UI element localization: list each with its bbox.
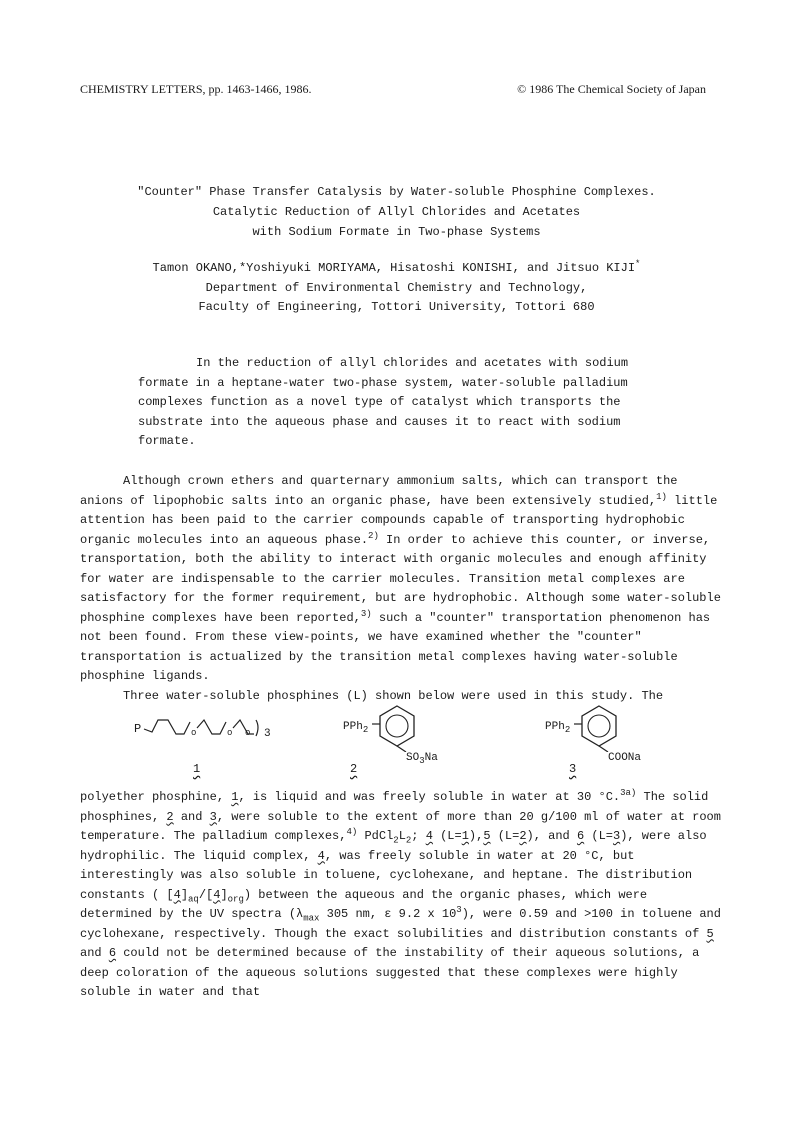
abstract xyxy=(138,354,678,452)
compound-ref: 4 xyxy=(173,887,181,902)
results-text xyxy=(80,788,723,1003)
structure-1-number: 1 xyxy=(193,762,201,776)
polyether-chain-drawing xyxy=(142,712,262,742)
compound-ref: 3 xyxy=(612,829,621,843)
compound-ref: 4 xyxy=(425,829,433,843)
author-block xyxy=(80,259,713,318)
compound-ref: 6 xyxy=(108,946,117,960)
structure-1-subscript: 3 xyxy=(264,728,271,740)
abstract-text: In the reduction of allyl chlorides and acetates with sodium formate in a heptane-water two-phase system, water-soluble palladium complexes function as a novel type of catalyst which transports the substrate into the aqueous phase and causes it to react with sodium formate. xyxy=(138,356,629,448)
title-line-2: Catalytic Reduction of Allyl Chlorides and Acetates xyxy=(212,205,581,219)
author-names: Tamon OKANO,*Yoshiyuki MORIYAMA, Hisatoshi KONISHI, and Jitsuo KIJI* xyxy=(152,259,641,275)
reference-marker: 1) xyxy=(656,491,667,502)
svg-text:o: o xyxy=(191,728,197,738)
copyright-notice: © 1986 The Chemical Society of Japan xyxy=(517,82,706,96)
title-line-1: "Counter" Phase Transfer Catalysis by Water-soluble Phosphine Complexes. xyxy=(137,185,656,199)
title-line-3: with Sodium Formate in Two-phase Systems xyxy=(252,225,541,239)
phosphine-structures xyxy=(80,700,720,780)
compound-ref: 1 xyxy=(461,829,469,843)
compound-ref: 3 xyxy=(209,809,217,824)
structure-3-pph2: PPh$_2$ xyxy=(545,721,571,736)
structure-3-number: 3 xyxy=(569,762,577,776)
journal-citation: CHEMISTRY LETTERS, pp. 1463-1466, 1986. xyxy=(80,82,312,96)
introduction xyxy=(80,472,723,706)
compound-ref: 4 xyxy=(317,848,325,863)
intro-paragraph-1: Although crown ethers and quarternary ammonium salts, which can transport the anions of lipophobic salts into an organic phase, have been extensively studied,$^{1)}$ little attention has been paid to the carrier compounds capable of transporting hydrophobic organic molecules into an aqueous phase.$^{2)}$ In order to achieve this counter, or inverse, transportation, both the ability to interact with organic molecules and enough affinity for water are indispensable to the carrier molecules. Transition metal complexes are satisfactory for the former requirement, but are hydrophobic. Although some water-soluble phosphine complexes have been reported,$^{3)}$ such a "counter" transportation phenomenon has not been found. From these view-points, we have examined whether the "counter" transportation is actualized by the transition metal complexes having water-soluble phosphine ligands. xyxy=(80,474,721,683)
reference-marker: 4) xyxy=(346,827,358,837)
compound-ref: 4 xyxy=(213,887,221,902)
running-header xyxy=(80,82,713,100)
compound-ref: 2 xyxy=(166,809,174,824)
svg-text:o: o xyxy=(245,728,251,738)
affiliation-line-1: Department of Environmental Chemistry and Technology, xyxy=(205,280,588,295)
compound-ref: 6 xyxy=(576,829,585,843)
compound-ref: 5 xyxy=(706,926,714,941)
compound-ref: 1 xyxy=(231,790,239,804)
structure-2-pph2: PPh$_2$ xyxy=(343,721,369,736)
corresponding-asterisk: * xyxy=(635,259,641,269)
intro-paragraph-2: Three water-soluble phosphines (L) shown below were used in this study. The xyxy=(123,688,664,703)
compound-ref: 2 xyxy=(519,829,527,843)
structure-2-sulfonate: $SO_3Na$ xyxy=(406,752,438,767)
structure-1-p: P xyxy=(134,722,142,736)
svg-text:o: o xyxy=(227,728,233,738)
results-paragraph: polyether phosphine, 1, is liquid and was freely soluble in water at 30 °C.$^{3a)}$ The solid phosphines, 2 and 3, were soluble to the extent of more than 20 g/100 ml of water at room temperature. The palladium complexes,$^{4)}$ $PdCl_2L_2$; 4 (L=1),5 (L=2), and 6 (L=3), were also hydrophilic. The liquid complex, 4, was freely soluble in water at 20 °C, but interestingly was also soluble in toluene, cyclohexane, and heptane. The distribution constants ( $[4]_{aq}/[4]_{org}$) between the aqueous and the organic phases, which were determined by the UV spectra ($\lambda_{max}$ 305 nm, ε 9.2 x $10^3$), were 0.59 and >100 in toluene and cyclohexane, respectively. Though the exact solubilities and distribution constants of 5 and 6 could not be determined because of the instability of their aqueous solutions, a deep coloration of the aqueous solutions suggested that these complexes were highly soluble in water and that xyxy=(80,788,721,999)
reference-marker: 2) xyxy=(368,530,379,541)
article-title xyxy=(80,182,713,242)
benzene-ring-2 xyxy=(372,702,422,752)
structure-2-number: 2 xyxy=(350,762,358,776)
reference-marker: 3a) xyxy=(620,788,637,798)
reference-marker: 3) xyxy=(360,608,372,619)
affiliation-line-2: Faculty of Engineering, Tottori University, Tottori 680 xyxy=(198,300,595,314)
compound-ref: 5 xyxy=(483,829,491,843)
benzene-ring-3 xyxy=(574,702,624,752)
structure-3-carboxylate: COONa xyxy=(608,752,642,764)
